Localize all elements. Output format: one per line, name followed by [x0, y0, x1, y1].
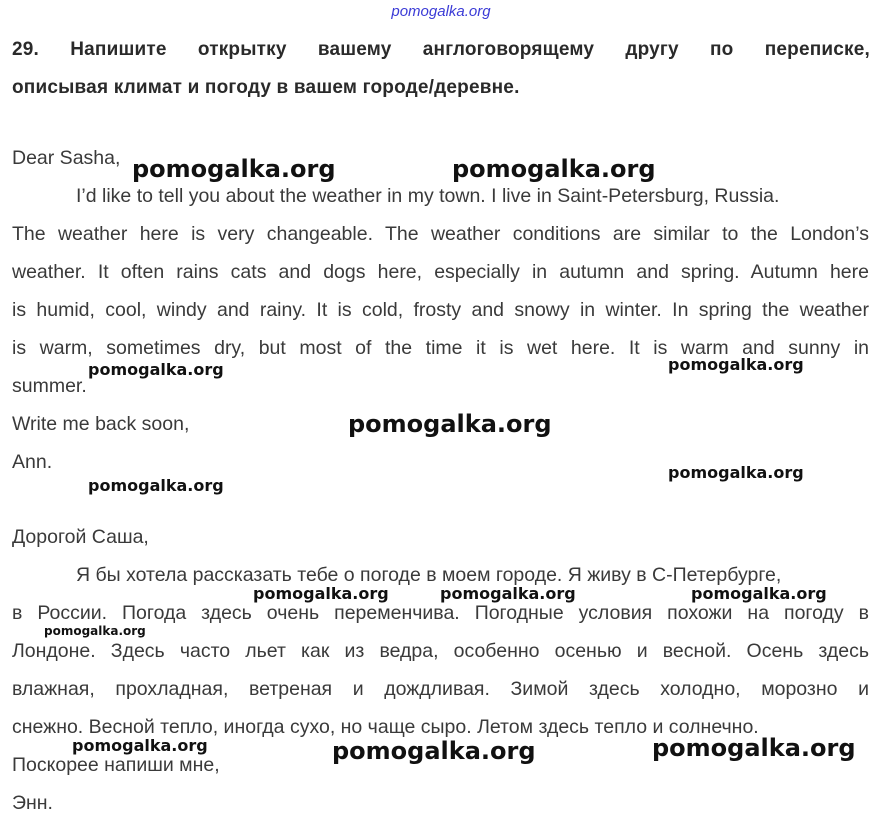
english-line: The weather here is very changeable. The weather conditions are similar to the London’s [12, 223, 869, 245]
english-line: is humid, cool, windy and rainy. It is cold, frosty and snowy in winter. In spring the weather [12, 299, 869, 321]
watermark: pomogalka.org [332, 737, 536, 765]
russian-greeting: Дорогой Саша, [12, 526, 149, 548]
english-line: is warm, sometimes dry, but most of the time it is wet here. It is warm and sunny in [12, 337, 869, 359]
russian-line: Лондоне. Здесь часто льет как из ведра, особенно осенью и весной. Осень здесь [12, 640, 869, 662]
russian-line: в России. Погода здесь очень переменчива. Погодные условия похожи на погоду в [12, 602, 869, 624]
watermark: pomogalka.org [44, 624, 146, 638]
english-line: I’d like to tell you about the weather in my town. I live in Saint-Petersburg, Russia. [76, 185, 780, 207]
watermark: pomogalka.org [691, 584, 827, 603]
russian-letter [12, 518, 869, 822]
watermark: pomogalka.org [668, 463, 804, 482]
watermark: pomogalka.org [253, 584, 389, 603]
english-line: weather. It often rains cats and dogs here, especially in autumn and spring. Autumn here [12, 261, 869, 283]
task-line-1: 29. Напишите открытку вашему англоговорящему другу по переписке, [12, 39, 870, 60]
watermark: pomogalka.org [72, 736, 208, 755]
russian-closing: Поскорее напиши мне, [12, 754, 220, 776]
watermark: pomogalka.org [88, 360, 224, 379]
site-header-watermark: pomogalka.org [391, 3, 491, 20]
english-closing: Write me back soon, [12, 413, 190, 435]
watermark: pomogalka.org [440, 584, 576, 603]
russian-line: Я бы хотела рассказать тебе о погоде в моем городе. Я живу в С-Петербурге, [76, 564, 782, 586]
russian-line: снежно. Весной тепло, иногда сухо, но чаще сыро. Летом здесь тепло и солнечно. [12, 716, 759, 738]
russian-line: влажная, прохладная, ветреная и дождливая. Зимой здесь холодно, морозно и [12, 678, 869, 700]
watermark: pomogalka.org [668, 355, 804, 374]
english-line: summer. [12, 375, 87, 397]
watermark: pomogalka.org [348, 410, 552, 438]
english-signature: Ann. [12, 451, 53, 473]
watermark: pomogalka.org [452, 155, 656, 183]
task-heading [12, 31, 870, 107]
russian-signature: Энн. [12, 792, 53, 814]
watermark: pomogalka.org [88, 476, 224, 495]
task-line-2: описывая климат и погоду в вашем городе/деревне. [12, 77, 520, 98]
watermark: pomogalka.org [132, 155, 336, 183]
english-greeting: Dear Sasha, [12, 147, 121, 169]
watermark: pomogalka.org [652, 734, 856, 762]
